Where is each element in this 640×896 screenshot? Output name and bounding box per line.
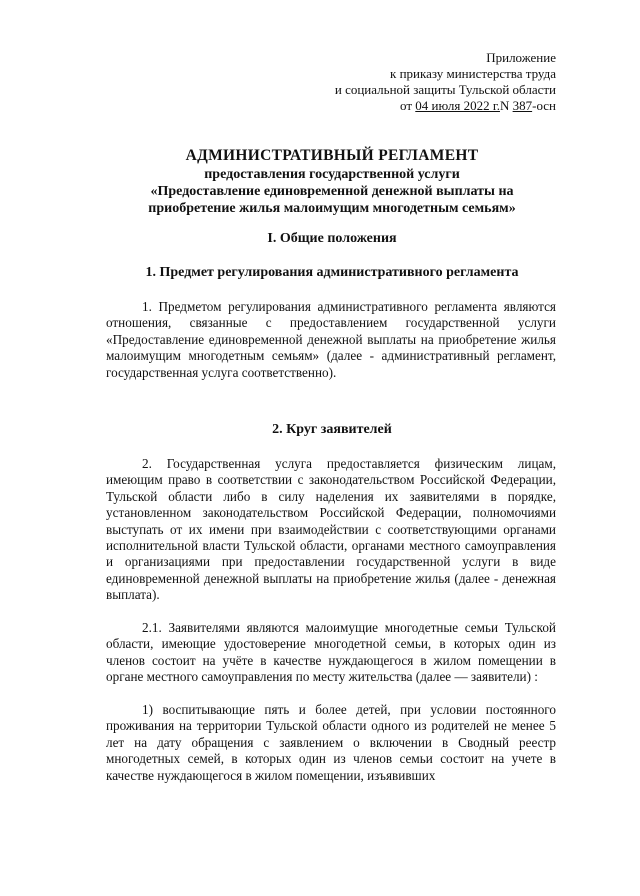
list-item-1	[106, 702, 556, 784]
number-suffix: -осн	[532, 98, 556, 113]
section-heading-general: I. Общие положения	[267, 231, 397, 246]
appendix-header	[335, 50, 556, 114]
subsection-heading-applicants: 2. Круг заявителей	[272, 422, 392, 437]
list-item-1-text: 1) воспитывающие пять и более детей, при условии постоянного проживания на территории Тульской области одного из родителей не менее 5 лет на дату обращения с заявлением о включении в Сводный реестр многодетных семей, в которых один из членов семьи состоит на учете в качестве нуждающегося в жилом помещении, изъявивших	[106, 702, 556, 783]
order-number: 387	[512, 98, 533, 113]
paragraph-1	[106, 299, 556, 381]
appendix-line-1: Приложение	[486, 50, 556, 65]
title-main: АДМИНИСТРАТИВНЫЙ РЕГЛАМЕНТ	[185, 147, 479, 164]
paragraph-1-text: 1. Предметом регулирования административного регламента являются отношения, связанные с предоставлением государственной услуги «Предоставление единовременной денежной выплаты на приобретение жилья малоимущим многодетным семьям» (далее - административный регламент, государственная услуга соответственно).	[106, 299, 556, 380]
appendix-line-3: и социальной защиты Тульской области	[334, 82, 556, 97]
subsection-heading-subject: 1. Предмет регулирования административного регламента	[145, 265, 519, 280]
paragraph-2-1	[106, 620, 556, 686]
appendix-date-line	[335, 98, 556, 114]
order-date: 04 июля 2022 г.	[415, 98, 500, 113]
paragraph-2	[106, 456, 556, 604]
document-title	[100, 146, 564, 217]
paragraph-2-text: 2. Государственная услуга предоставляется физическим лицам, имеющим право в соответствии с законодательством Российской Федерации, Тульской области либо в силу наделения их заявителями в порядке, установленном законодательством Российской Федерации, полномочиями выступать от их имени при взаимодействии с соответствующими органами исполнительной власти Тульской области, органами местного самоуправления и организациями при предоставлении государственной услуги в виде единовременной денежной выплаты на приобретение жилья (далее - денежная выплата).	[106, 456, 556, 603]
title-line-4: приобретение жилья малоимущим многодетным семьям»	[148, 201, 516, 216]
title-line-2: предоставления государственной услуги	[204, 167, 460, 182]
appendix-line-2: к приказу министерства труда	[390, 66, 556, 81]
number-prefix: N	[499, 98, 513, 113]
title-line-3: «Предоставление единовременной денежной выплаты на	[150, 184, 514, 199]
paragraph-2-1-text: 2.1. Заявителями являются малоимущие многодетные семьи Тульской области, имеющие удостоверение многодетной семьи, в которых один из членов состоит на учёте в качестве нуждающегося в жилом помещении в органе местного самоуправления по месту жительства (далее — заявители) :	[106, 620, 556, 685]
date-prefix: от	[400, 98, 416, 113]
